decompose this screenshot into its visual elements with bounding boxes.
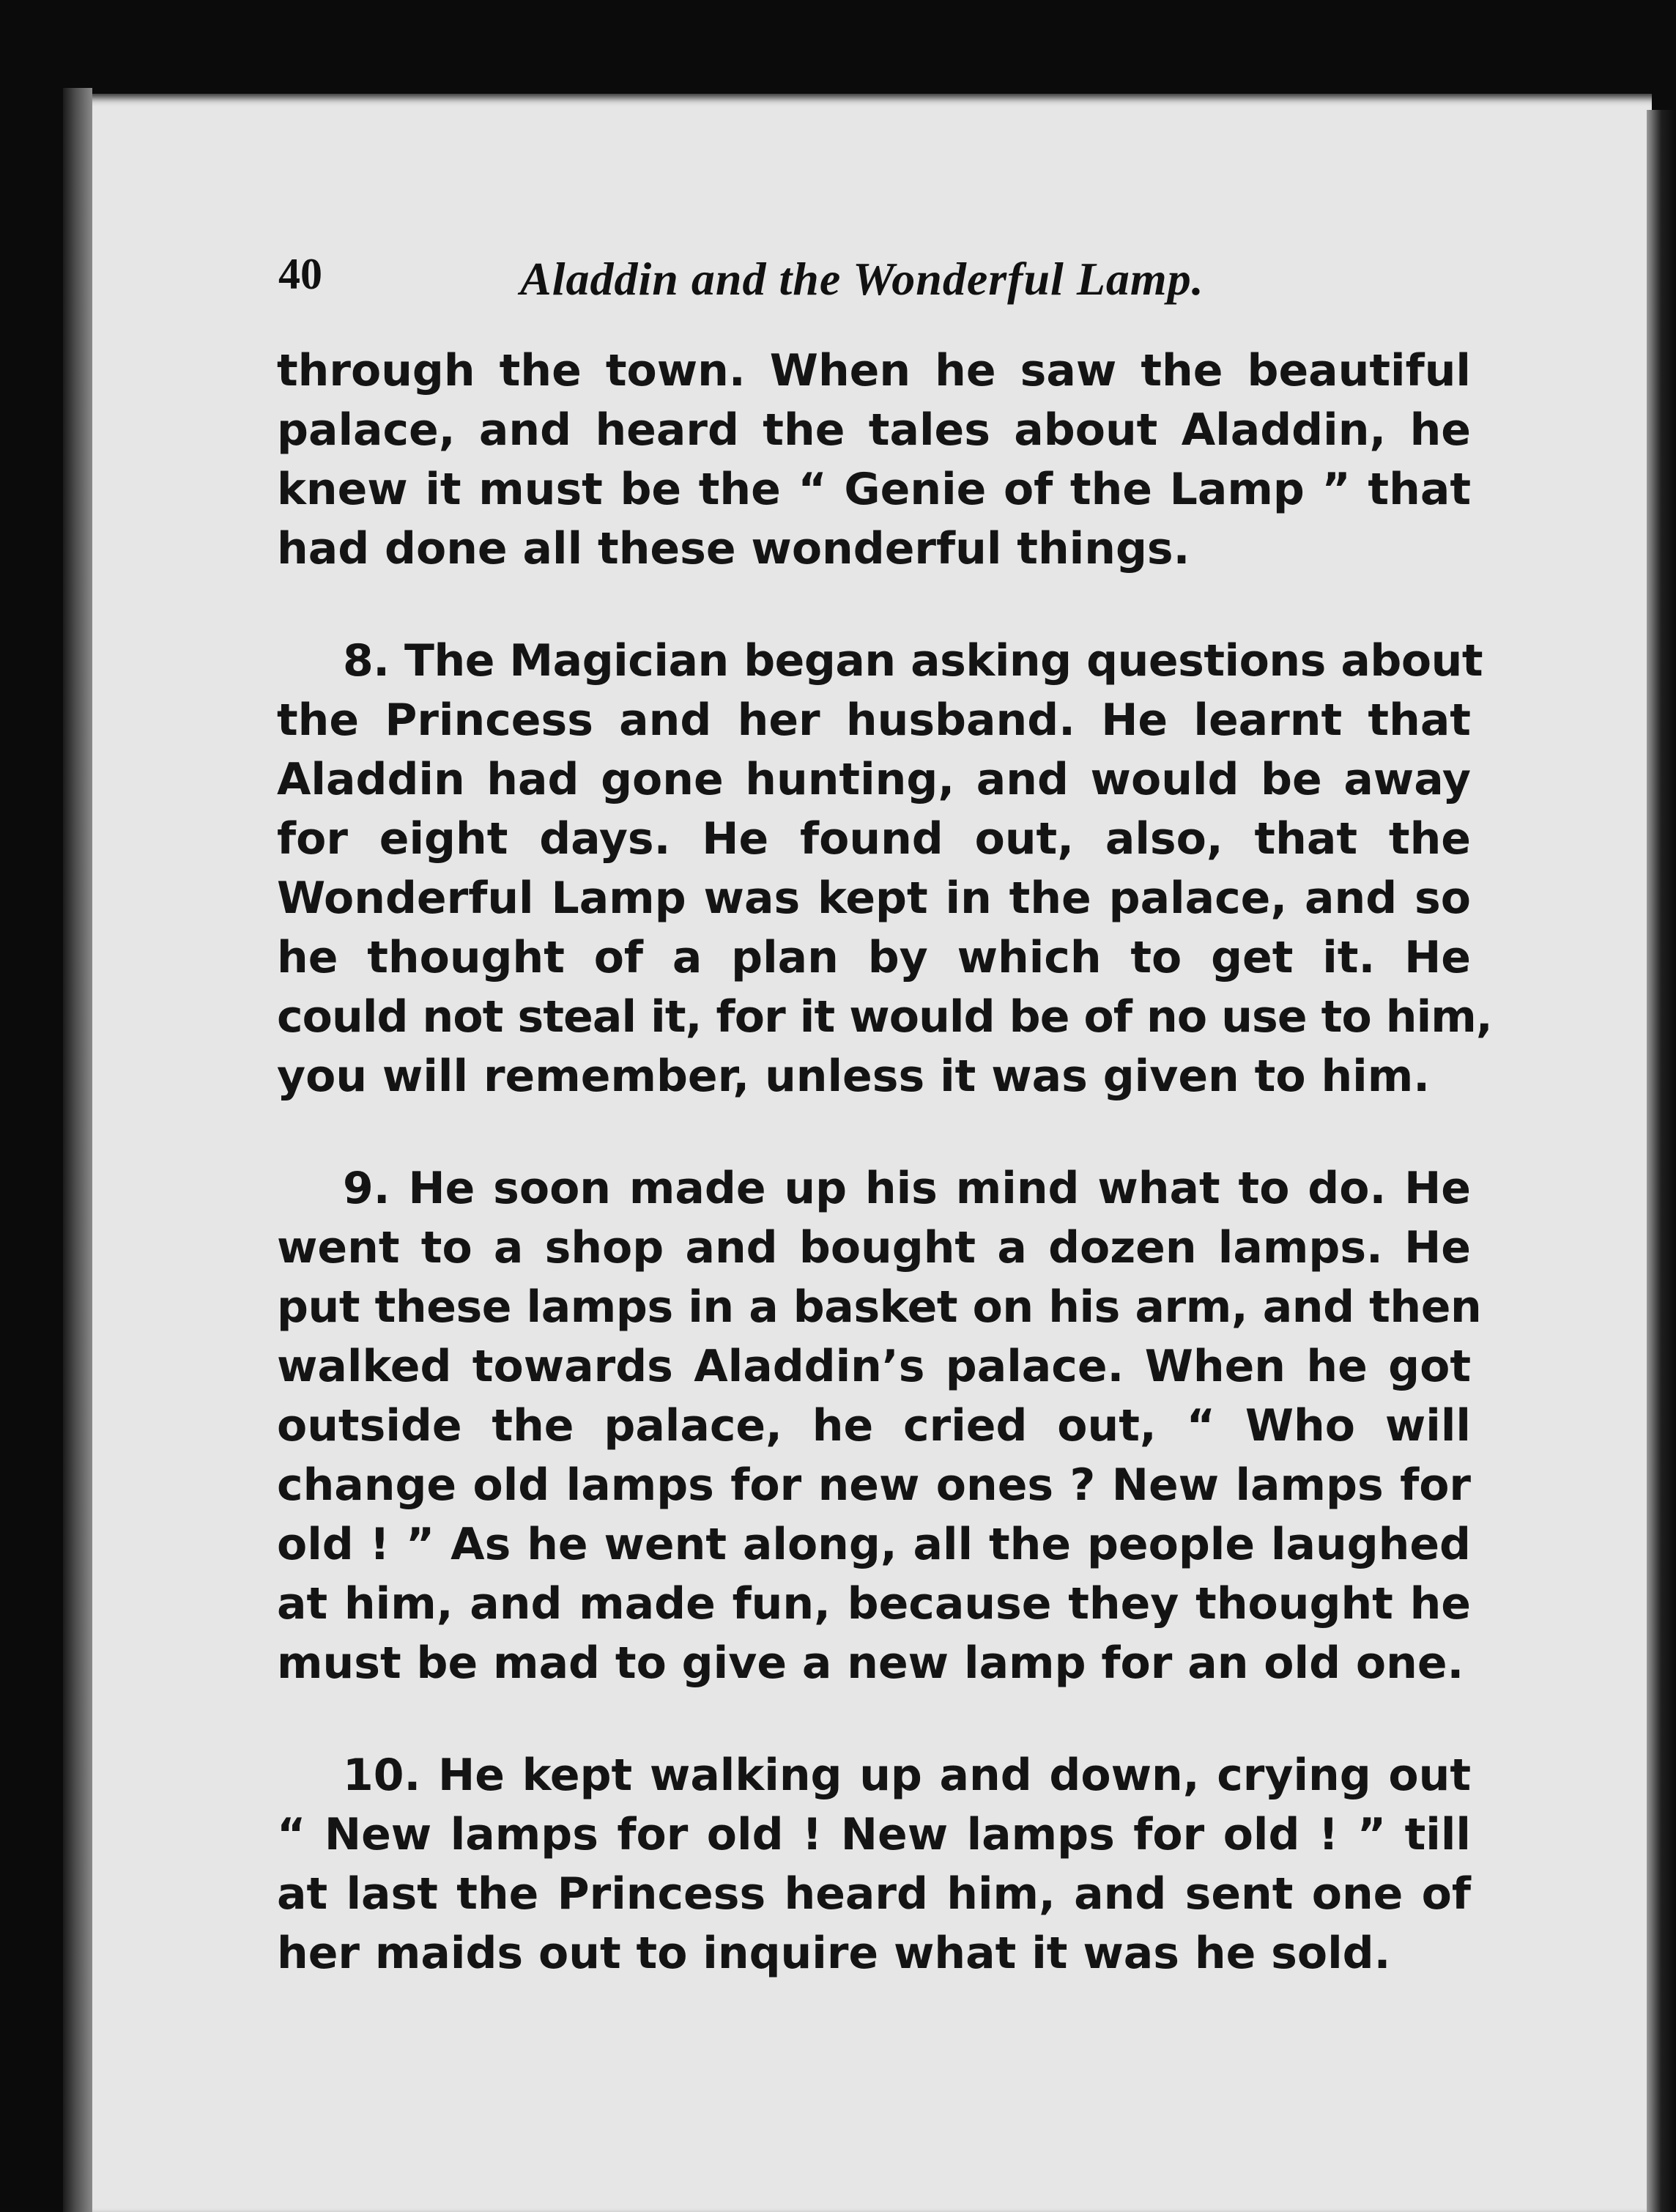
text-line: you will remember, unless it was given to him. (277, 1051, 1431, 1102)
text-line: at him, and made fun, because they thought he (277, 1578, 1471, 1630)
text-line: Aladdin had gone hunting, and would be away (277, 754, 1471, 805)
text-line: had done all these wonderful things. (277, 523, 1190, 574)
running-title: Aladdin and the Wonderful Lamp. (520, 253, 1204, 305)
text-line: put these lamps in a basket on his arm, and then (277, 1281, 1482, 1333)
page-number: 40 (278, 250, 322, 298)
paragraph-7-continued (277, 341, 1471, 579)
text-line: could not steal it, for it would be of no use to him, (277, 991, 1492, 1043)
running-head (278, 249, 1231, 322)
paragraph-9 (277, 1159, 1482, 1693)
paragraph-8 (277, 632, 1492, 1106)
text-line: he thought of a plan by which to get it. He (277, 932, 1471, 983)
book-spine-shadow (63, 88, 92, 2212)
text-line: at last the Princess heard him, and sent one of (277, 1868, 1471, 1920)
text-line: “ New lamps for old ! New lamps for old ! ” till (277, 1809, 1471, 1860)
text-line: old ! ” As he went along, all the people laughed (277, 1519, 1471, 1570)
text-line: must be mad to give a new lamp for an old one. (277, 1638, 1464, 1689)
text-line: change old lamps for new ones ? New lamps for (277, 1460, 1471, 1511)
text-line: 8. The Magician began asking questions about (343, 635, 1483, 687)
text-line: knew it must be the “ Genie of the Lamp ” that (277, 464, 1471, 515)
text-line: the Princess and her husband. He learnt that (277, 695, 1471, 746)
text-line: walked towards Aladdin’s palace. When he got (277, 1341, 1471, 1392)
page-edge-shadow (1647, 110, 1676, 2212)
text-line: palace, and heard the tales about Aladdin, he (277, 404, 1471, 456)
text-line: outside the palace, he cried out, “ Who will (277, 1400, 1471, 1451)
text-line: through the town. When he saw the beautiful (277, 345, 1471, 396)
text-line: her maids out to inquire what it was he sold. (277, 1928, 1391, 1979)
body-text (277, 341, 1492, 2036)
text-line: 9. He soon made up his mind what to do. He (343, 1163, 1471, 1214)
text-line: for eight days. He found out, also, that the (277, 813, 1471, 865)
text-line: 10. He kept walking up and down, crying out (343, 1750, 1471, 1801)
paragraph-10 (277, 1746, 1471, 1983)
text-line: Wonderful Lamp was kept in the palace, and so (277, 873, 1471, 924)
text-line: went to a shop and bought a dozen lamps. He (277, 1222, 1471, 1273)
